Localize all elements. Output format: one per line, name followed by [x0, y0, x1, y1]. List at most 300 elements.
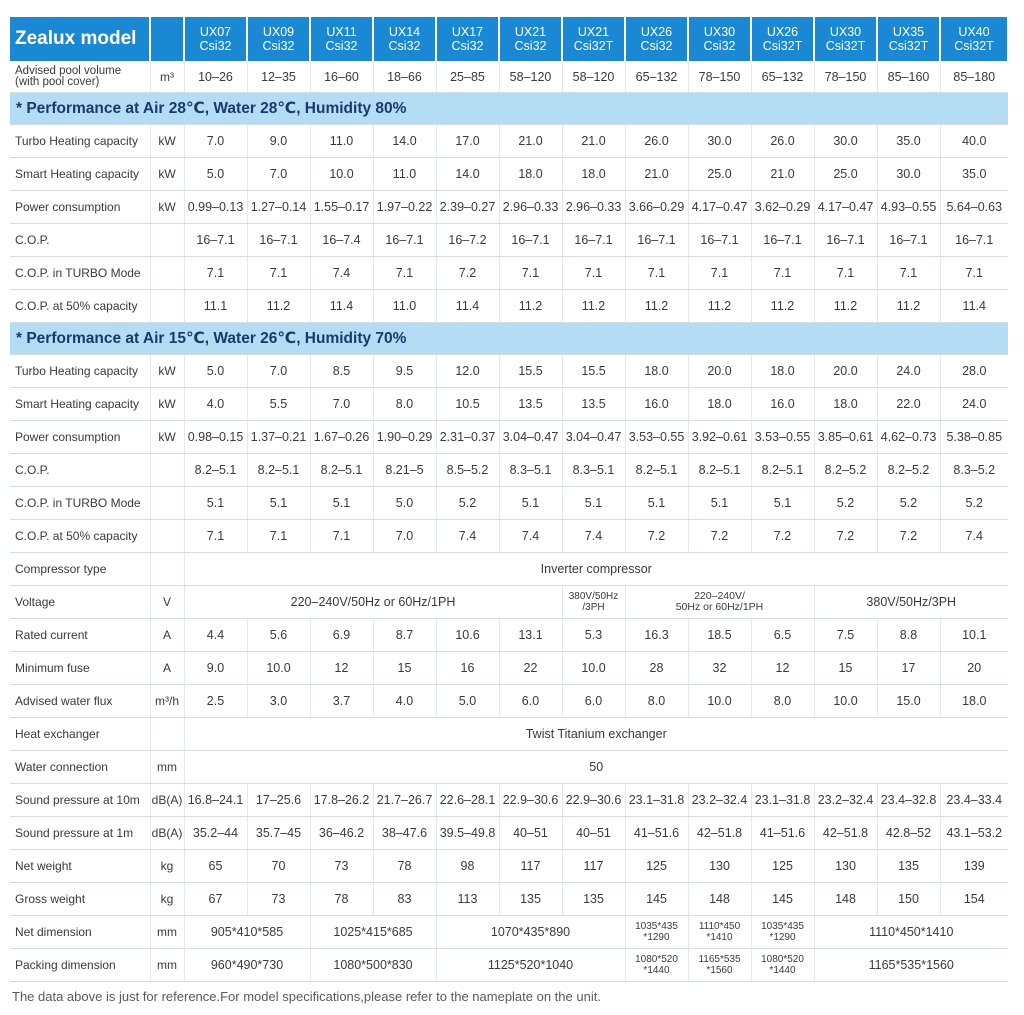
value-cell: 16–7.1: [940, 224, 1008, 257]
model-code: UX07: [199, 25, 232, 39]
value-cell: 13.1: [499, 619, 562, 652]
value-cell: 25.0: [688, 158, 751, 191]
value-cell: 22.0: [877, 388, 940, 421]
section-heading: [10, 93, 1008, 125]
value-cell: 32: [688, 652, 751, 685]
row-label: C.O.P.: [10, 454, 150, 487]
model-header-cell: [499, 17, 562, 61]
value-cell: 125: [625, 850, 688, 883]
value-cell: 10.0: [688, 685, 751, 718]
model-variant: Csi32: [262, 39, 295, 53]
value-cell: 5.1: [688, 487, 751, 520]
value-cell: 8.2–5.1: [310, 454, 373, 487]
value-cell: 2.39–0.27: [436, 191, 499, 224]
value-line: 50Hz or 60Hz/1PH: [675, 601, 764, 613]
value-cell: 1.37–0.21: [247, 421, 310, 454]
value-cell: 16–7.1: [751, 224, 814, 257]
value-cell: 2.31–0.37: [436, 421, 499, 454]
row-unit: kW: [150, 125, 184, 158]
value-cell: 7.2: [751, 520, 814, 553]
value-cell: 18.0: [499, 158, 562, 191]
value-cell: 17–25.6: [247, 784, 310, 817]
value-cell: 1165*535*1560: [814, 949, 1008, 982]
value-cell: 7.0: [310, 388, 373, 421]
row-unit: mm: [150, 916, 184, 949]
value-cell: 3.53–0.55: [751, 421, 814, 454]
row-unit: dB(A): [150, 784, 184, 817]
value-cell: 67: [184, 883, 247, 916]
value-cell: 5.3: [562, 619, 625, 652]
row-label: Sound pressure at 10m: [10, 784, 150, 817]
value-line: *1440: [769, 965, 796, 976]
value-cell: 11.2: [499, 290, 562, 323]
value-cell: [751, 916, 814, 949]
value-cell: 5.1: [247, 487, 310, 520]
value-cell: 135: [499, 883, 562, 916]
model-code: UX30: [829, 25, 862, 39]
value-cell: 15.5: [562, 355, 625, 388]
rated-current-row: [10, 619, 1008, 652]
value-cell: 7.1: [247, 257, 310, 290]
value-cell: 1070*435*890: [436, 916, 625, 949]
row-label: Gross weight: [10, 883, 150, 916]
value-cell: 16: [436, 652, 499, 685]
value-line: *1290: [769, 932, 796, 943]
value-cell: 5.38–0.85: [940, 421, 1008, 454]
value-cell: 7.2: [436, 257, 499, 290]
value-cell: 16.0: [751, 388, 814, 421]
model-header-row: [10, 17, 1008, 61]
gross-weight-row: [10, 883, 1008, 916]
value-cell: 8.5: [310, 355, 373, 388]
packing-dimension-row: [10, 949, 1008, 982]
value-cell: 0.98–0.15: [184, 421, 247, 454]
value-cell: 3.62–0.29: [751, 191, 814, 224]
model-variant: Csi32: [388, 39, 421, 53]
cop-50-row: [10, 520, 1008, 553]
model-header-cell: [688, 17, 751, 61]
value-cell: 26.0: [625, 125, 688, 158]
net-weight-row: [10, 850, 1008, 883]
value-cell: 22.9–30.6: [562, 784, 625, 817]
value-cell: 145: [625, 883, 688, 916]
value-cell: 0.99–0.13: [184, 191, 247, 224]
value-cell: 22.9–30.6: [499, 784, 562, 817]
value-cell: 8.21–5: [373, 454, 436, 487]
value-cell: 5.5: [247, 388, 310, 421]
value-cell: 22.6–28.1: [436, 784, 499, 817]
value-cell: 7.0: [184, 125, 247, 158]
value-cell: 7.1: [184, 520, 247, 553]
value-cell: 8.5–5.2: [436, 454, 499, 487]
value-cell: 4.4: [184, 619, 247, 652]
value-cell: 8.2–5.1: [688, 454, 751, 487]
value-cell: 16–7.1: [688, 224, 751, 257]
model-code: UX21: [514, 25, 547, 39]
value-cell: 35.7–45: [247, 817, 310, 850]
value-cell: 40.0: [940, 125, 1008, 158]
value-cell: 1125*520*1040: [436, 949, 625, 982]
value-cell: 7.5: [814, 619, 877, 652]
value-cell: 18.0: [751, 355, 814, 388]
value-cell: 28: [625, 652, 688, 685]
value-cell: 23.4–33.4: [940, 784, 1008, 817]
row-unit: [150, 553, 184, 586]
value-cell: 2.96–0.33: [562, 191, 625, 224]
model-header-cell: [751, 17, 814, 61]
value-cell: 1.97–0.22: [373, 191, 436, 224]
value-cell: 130: [814, 850, 877, 883]
model-variant: Csi32: [451, 39, 484, 53]
value-cell: 11.2: [625, 290, 688, 323]
value-cell: 150: [877, 883, 940, 916]
value-cell: 25.0: [814, 158, 877, 191]
value-cell: 7.2: [814, 520, 877, 553]
model-header-cell: [436, 17, 499, 61]
value-cell: 58–120: [499, 61, 562, 93]
net-dimension-row: [10, 916, 1008, 949]
value-cell: 148: [688, 883, 751, 916]
value-cell: 18.0: [940, 685, 1008, 718]
value-cell: 12–35: [247, 61, 310, 93]
model-header-cell: [247, 17, 310, 61]
row-label: C.O.P. at 50% capacity: [10, 290, 150, 323]
value-cell: 41–51.6: [625, 817, 688, 850]
value-cell: Inverter compressor: [184, 553, 1008, 586]
value-cell: 11.2: [562, 290, 625, 323]
value-cell: 10.0: [247, 652, 310, 685]
value-cell: 42.8–52: [877, 817, 940, 850]
value-cell: 8.2–5.1: [625, 454, 688, 487]
value-cell: 7.1: [499, 257, 562, 290]
value-cell: 7.4: [940, 520, 1008, 553]
value-cell: 23.1–31.8: [625, 784, 688, 817]
value-cell: 40–51: [562, 817, 625, 850]
value-cell: 16–7.1: [247, 224, 310, 257]
value-cell: 16–7.1: [184, 224, 247, 257]
value-cell: 10.1: [940, 619, 1008, 652]
value-cell: 78–150: [814, 61, 877, 93]
value-cell: 11.4: [436, 290, 499, 323]
model-variant: Csi32T: [573, 39, 614, 53]
value-line: 380V/50Hz: [568, 591, 619, 602]
row-label: Net weight: [10, 850, 150, 883]
value-cell: 70: [247, 850, 310, 883]
value-cell: 10.0: [814, 685, 877, 718]
value-cell: 7.1: [940, 257, 1008, 290]
value-cell: 78: [310, 883, 373, 916]
row-label: Advised water flux: [10, 685, 150, 718]
value-cell: 960*490*730: [184, 949, 310, 982]
value-cell: 23.2–32.4: [688, 784, 751, 817]
value-cell: 5.2: [940, 487, 1008, 520]
row-unit: m³: [150, 61, 184, 93]
value-cell: 154: [940, 883, 1008, 916]
value-cell: 21.0: [625, 158, 688, 191]
value-cell: 23.2–32.4: [814, 784, 877, 817]
value-cell: 7.2: [625, 520, 688, 553]
value-cell: [625, 916, 688, 949]
value-cell: 9.0: [247, 125, 310, 158]
value-cell: 12: [310, 652, 373, 685]
section-title: * Performance at Air 15℃, Water 26℃, Humidity 70%: [10, 323, 1008, 355]
value-cell: 3.04–0.47: [562, 421, 625, 454]
value-cell: 7.1: [625, 257, 688, 290]
row-label: C.O.P. at 50% capacity: [10, 520, 150, 553]
value-cell: 10.6: [436, 619, 499, 652]
row-label: C.O.P. in TURBO Mode: [10, 257, 150, 290]
value-cell: 7.4: [499, 520, 562, 553]
row-label: Turbo Heating capacity: [10, 125, 150, 158]
value-cell: 10.0: [562, 652, 625, 685]
value-line: 220–240V/: [694, 590, 745, 602]
value-cell: 21.0: [499, 125, 562, 158]
model-variant: Csi32T: [762, 39, 803, 53]
value-cell: 10.5: [436, 388, 499, 421]
model-variant: Csi32T: [825, 39, 866, 53]
row-label: Smart Heating capacity: [10, 158, 150, 191]
value-cell: 3.85–0.61: [814, 421, 877, 454]
heat-exchanger-row: [10, 718, 1008, 751]
value-cell: 220–240V/50Hz or 60Hz/1PH: [184, 586, 562, 619]
value-cell: 8.0: [625, 685, 688, 718]
value-cell: 14.0: [436, 158, 499, 191]
minimum-fuse-row: [10, 652, 1008, 685]
row-label: Minimum fuse: [10, 652, 150, 685]
value-cell: 13.5: [499, 388, 562, 421]
value-cell: 11.2: [688, 290, 751, 323]
model-code: UX14: [388, 25, 421, 39]
value-cell: 6.0: [562, 685, 625, 718]
value-cell: 2.5: [184, 685, 247, 718]
value-cell: 65: [184, 850, 247, 883]
value-line: *1440: [643, 965, 670, 976]
model-header-cell: [562, 17, 625, 61]
value-cell: 16–7.1: [814, 224, 877, 257]
value-line: 1035*435: [761, 921, 804, 932]
value-cell: 7.1: [247, 520, 310, 553]
value-cell: 20.0: [688, 355, 751, 388]
value-cell: 5.1: [562, 487, 625, 520]
value-cell: [688, 949, 751, 982]
value-cell: 73: [247, 883, 310, 916]
value-cell: 7.4: [562, 520, 625, 553]
model-code: UX30: [703, 25, 736, 39]
value-cell: 22: [499, 652, 562, 685]
value-cell: 11.0: [310, 125, 373, 158]
value-cell: 38–47.6: [373, 817, 436, 850]
value-cell: 8.3–5.2: [940, 454, 1008, 487]
row-unit: [150, 290, 184, 323]
value-cell: 5.0: [436, 685, 499, 718]
value-cell: [625, 949, 688, 982]
value-cell: 4.93–0.55: [877, 191, 940, 224]
value-cell: 8.2–5.2: [814, 454, 877, 487]
value-cell: 16–7.1: [625, 224, 688, 257]
value-cell: 24.0: [877, 355, 940, 388]
value-cell: 16–60: [310, 61, 373, 93]
model-code: UX26: [640, 25, 673, 39]
value-cell: 16–7.1: [877, 224, 940, 257]
value-cell: 5.0: [184, 158, 247, 191]
value-cell: 41–51.6: [751, 817, 814, 850]
value-cell: 139: [940, 850, 1008, 883]
value-cell: 42–51.8: [814, 817, 877, 850]
value-cell: 8.3–5.1: [562, 454, 625, 487]
model-variant: Csi32: [703, 39, 736, 53]
value-cell: 16.0: [625, 388, 688, 421]
value-cell: 8.3–5.1: [499, 454, 562, 487]
value-cell: 16.8–24.1: [184, 784, 247, 817]
value-cell: 7.1: [310, 520, 373, 553]
value-cell: 3.92–0.61: [688, 421, 751, 454]
value-line: 1080*520: [761, 954, 804, 965]
value-cell: 8.0: [373, 388, 436, 421]
value-line: *1410: [706, 932, 733, 943]
footnote: The data above is just for reference.For model specifications,please refer to the nameplate on the unit.: [12, 989, 601, 1004]
value-cell: 18.5: [688, 619, 751, 652]
value-cell: 7.0: [247, 355, 310, 388]
value-cell: 35.0: [877, 125, 940, 158]
model-code: UX35: [892, 25, 925, 39]
value-line: *1290: [643, 932, 670, 943]
row-unit: dB(A): [150, 817, 184, 850]
value-cell: 42–51.8: [688, 817, 751, 850]
value-cell: 8.7: [373, 619, 436, 652]
row-unit: kW: [150, 388, 184, 421]
value-cell: 40–51: [499, 817, 562, 850]
row-label: Rated current: [10, 619, 150, 652]
row-unit: mm: [150, 949, 184, 982]
value-cell: 18–66: [373, 61, 436, 93]
value-cell: 3.0: [247, 685, 310, 718]
value-cell: 24.0: [940, 388, 1008, 421]
value-line: /3PH: [582, 602, 605, 613]
value-cell: 125: [751, 850, 814, 883]
value-cell: 16–7.1: [499, 224, 562, 257]
value-cell: 78: [373, 850, 436, 883]
value-cell: 9.0: [184, 652, 247, 685]
value-cell: 7.1: [373, 257, 436, 290]
value-cell: 11.2: [877, 290, 940, 323]
value-line: 1165*535: [698, 954, 741, 965]
value-cell: 36–46.2: [310, 817, 373, 850]
value-cell: 7.1: [184, 257, 247, 290]
value-cell: 65–132: [751, 61, 814, 93]
value-cell: 5.1: [184, 487, 247, 520]
value-cell: 83: [373, 883, 436, 916]
row-label: Sound pressure at 1m: [10, 817, 150, 850]
model-variant: Csi32: [514, 39, 547, 53]
value-cell: Twist Titanium exchanger: [184, 718, 1008, 751]
value-cell: 26.0: [751, 125, 814, 158]
value-cell: 39.5–49.8: [436, 817, 499, 850]
value-cell: 7.4: [436, 520, 499, 553]
value-cell: 16–7.1: [562, 224, 625, 257]
model-header-cell: [184, 17, 247, 61]
value-cell: 5.64–0.63: [940, 191, 1008, 224]
value-cell: 30.0: [814, 125, 877, 158]
value-cell: 16–7.2: [436, 224, 499, 257]
value-cell: 15: [373, 652, 436, 685]
value-cell: 117: [499, 850, 562, 883]
cop-row: [10, 224, 1008, 257]
row-unit: [150, 718, 184, 751]
value-cell: 73: [310, 850, 373, 883]
power-consumption-row: [10, 191, 1008, 224]
row-unit: kW: [150, 191, 184, 224]
value-cell: 1025*415*685: [310, 916, 436, 949]
value-cell: 30.0: [688, 125, 751, 158]
value-cell: 16–7.4: [310, 224, 373, 257]
value-cell: 8.0: [751, 685, 814, 718]
value-cell: 148: [814, 883, 877, 916]
value-line: 1035*435: [635, 921, 678, 932]
row-label: Packing dimension: [10, 949, 150, 982]
value-line: 1110*450: [698, 921, 741, 932]
value-cell: 30.0: [877, 158, 940, 191]
value-cell: 905*410*585: [184, 916, 310, 949]
model-header-cell: [310, 17, 373, 61]
value-cell: 8.8: [877, 619, 940, 652]
row-label: Net dimension: [10, 916, 150, 949]
value-cell: 10.0: [310, 158, 373, 191]
value-cell: [688, 916, 751, 949]
value-cell: 11.4: [310, 290, 373, 323]
model-code: UX09: [262, 25, 295, 39]
row-label: Compressor type: [10, 553, 150, 586]
row-unit: [150, 454, 184, 487]
value-cell: 5.0: [373, 487, 436, 520]
row-unit: kg: [150, 850, 184, 883]
value-cell: 7.1: [751, 257, 814, 290]
row-unit: kg: [150, 883, 184, 916]
value-cell: 15.5: [499, 355, 562, 388]
value-cell: 5.2: [814, 487, 877, 520]
model-code: UX17: [451, 25, 484, 39]
turbo-capacity-row: [10, 355, 1008, 388]
cop-turbo-row: [10, 487, 1008, 520]
model-header-cell: [373, 17, 436, 61]
value-cell: 3.53–0.55: [625, 421, 688, 454]
model-header-cell: [625, 17, 688, 61]
value-cell: 21.7–26.7: [373, 784, 436, 817]
value-cell: 7.4: [310, 257, 373, 290]
value-cell: 1.90–0.29: [373, 421, 436, 454]
row-unit: V: [150, 586, 184, 619]
model-variant: Csi32T: [888, 39, 929, 53]
model-variant: Csi32: [640, 39, 673, 53]
value-cell: 5.2: [436, 487, 499, 520]
water-flux-row: [10, 685, 1008, 718]
value-cell: 8.2–5.1: [751, 454, 814, 487]
value-cell: 7.1: [877, 257, 940, 290]
row-unit: A: [150, 619, 184, 652]
row-label: Advised pool volume (with pool cover): [10, 61, 150, 93]
model-header-cell: [877, 17, 940, 61]
spec-table: [10, 17, 1009, 982]
row-label: Voltage: [10, 586, 150, 619]
value-cell: 11.2: [247, 290, 310, 323]
value-cell: 18.0: [688, 388, 751, 421]
row-label: C.O.P.: [10, 224, 150, 257]
cop-turbo-row: [10, 257, 1008, 290]
value-cell: 35.2–44: [184, 817, 247, 850]
value-cell: 11.2: [814, 290, 877, 323]
value-line: *1560: [706, 965, 733, 976]
value-cell: 17.8–26.2: [310, 784, 373, 817]
row-label: Power consumption: [10, 421, 150, 454]
